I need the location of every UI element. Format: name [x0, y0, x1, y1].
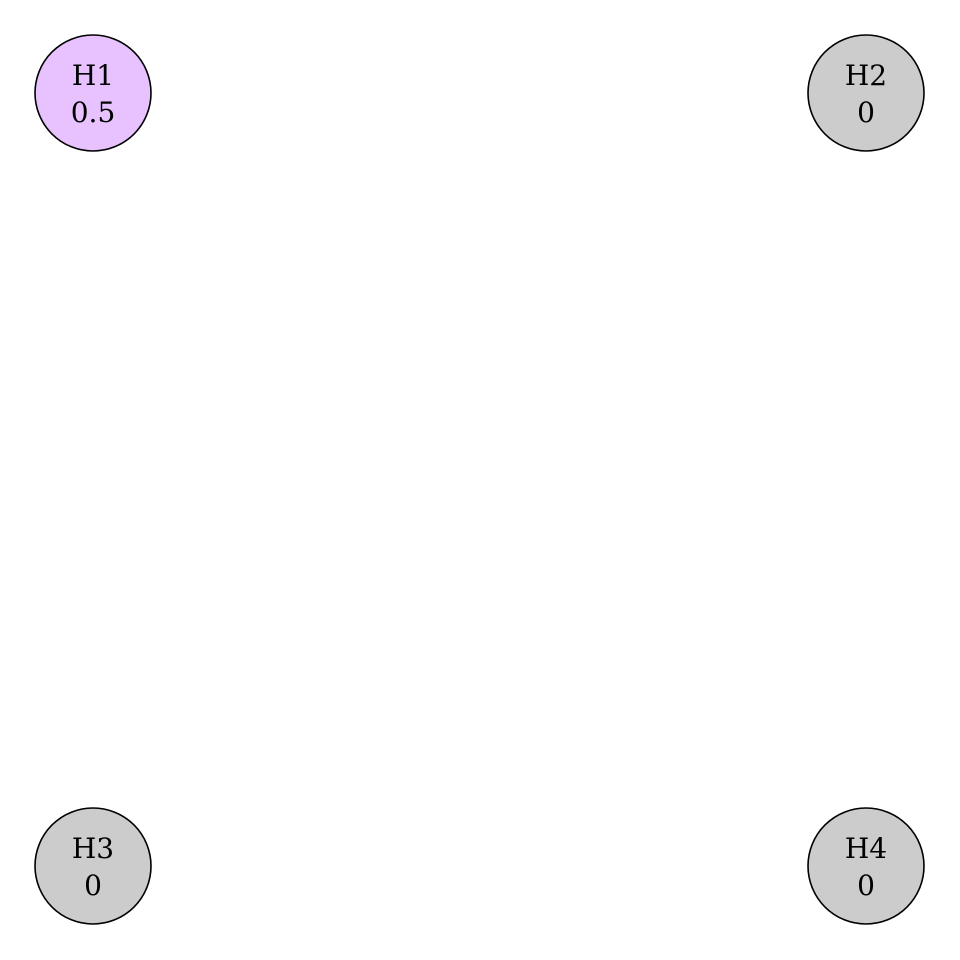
node-h3 [35, 808, 151, 924]
node-h4 [808, 808, 924, 924]
node-h3-label: H3 [71, 832, 115, 865]
node-h2-circle [808, 35, 924, 151]
node-h2-value: 0 [857, 96, 875, 129]
node-h1-value: 0.5 [70, 96, 116, 129]
node-h2-label: H2 [844, 59, 888, 92]
node-h4-label: H4 [844, 832, 888, 865]
node-h1-circle [35, 35, 151, 151]
node-h2 [808, 35, 924, 151]
node-h1 [35, 35, 151, 151]
node-h4-circle [808, 808, 924, 924]
node-h4-value: 0 [857, 869, 875, 902]
node-h3-value: 0 [84, 869, 102, 902]
node-h1-label: H1 [71, 59, 115, 92]
node-h3-circle [35, 808, 151, 924]
